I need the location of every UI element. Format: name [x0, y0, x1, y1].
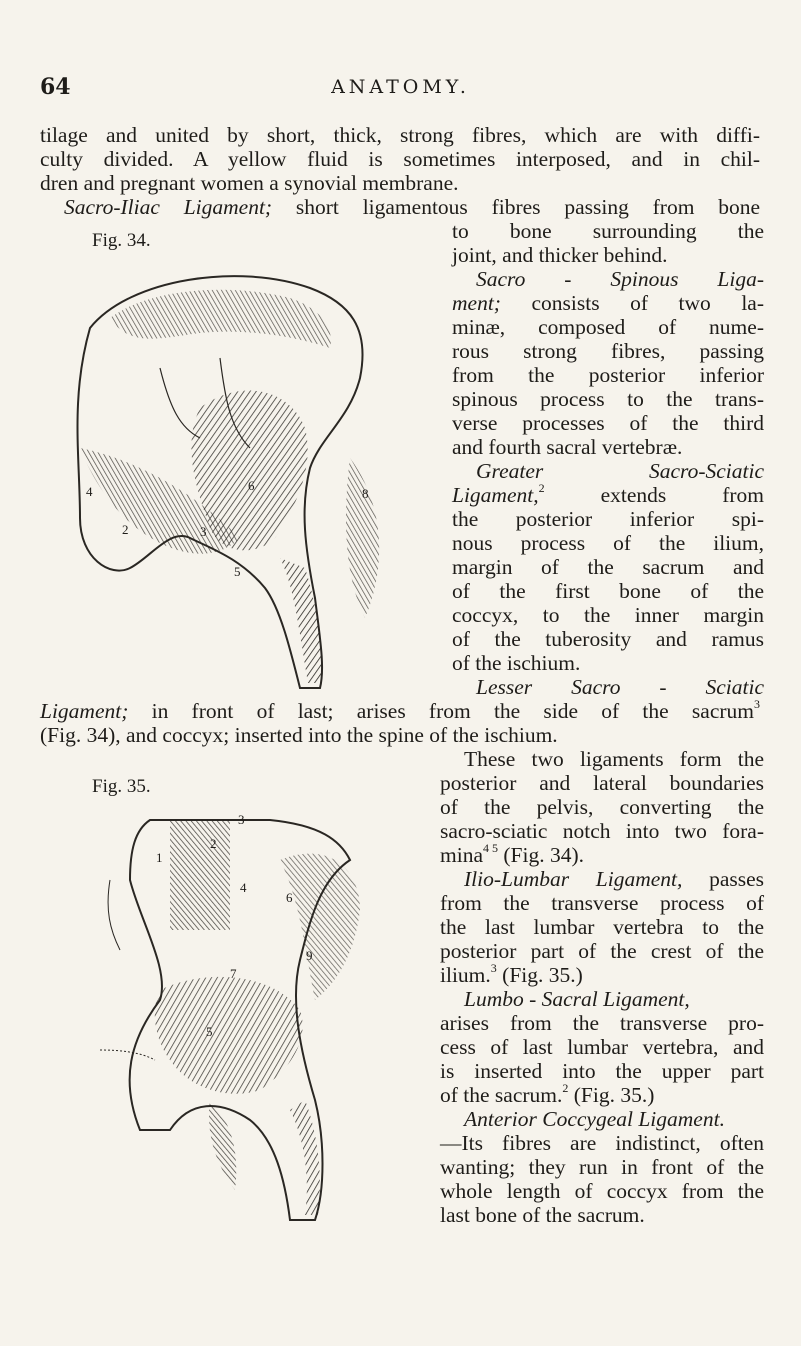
fig-34-caption: Fig. 34.: [92, 230, 151, 251]
text-line: of the sacrum.$^2$ (Fig. 35.): [440, 1080, 655, 1107]
fig-34-label: 5: [234, 564, 241, 579]
text-line: of the pelvis, converting the: [440, 795, 764, 819]
text-line: the last lumbar vertebra to the: [440, 915, 764, 939]
fig-34-label: 4: [86, 484, 93, 499]
fig-35-label: 2: [210, 836, 217, 851]
fig-35-label: 1: [156, 850, 163, 865]
text-line: is inserted into the upper part: [440, 1059, 764, 1083]
text-line: the posterior inferior spi-: [452, 507, 764, 531]
fig-35-label: 6: [286, 890, 293, 905]
sacro-iliac-entry: Sacro-Iliac Ligament; short ligamentous fibres passing from bone: [64, 195, 760, 219]
text-line: cess of last lumbar vertebra, and: [440, 1035, 764, 1059]
fig-34-label: 2: [122, 522, 129, 537]
page-header: [0, 74, 801, 104]
text-line: tilage and united by short, thick, strong fibres, which are with diffi-: [40, 123, 760, 147]
text-line: sacro-sciatic notch into two fora-: [440, 819, 764, 843]
coccyx-hatching: [209, 1100, 236, 1190]
fig-35-label: 9: [306, 948, 313, 963]
ilio-lumbar-entry: Ilio-Lumbar Ligament, passes: [464, 867, 764, 891]
coccyx-shape: [346, 458, 379, 618]
text-line: last bone of the sacrum.: [440, 1203, 645, 1227]
fig-34-label: 6: [248, 478, 255, 493]
fig-34-label: 8: [362, 486, 369, 501]
text-line: from the transverse process of: [440, 891, 764, 915]
text-line: mina$^{4 5}$ (Fig. 34).: [440, 840, 584, 867]
fig-35-illustration: [100, 800, 430, 1230]
text-line: spinous process to the trans-: [452, 387, 764, 411]
text-line: dren and pregnant women a synovial membrane.: [40, 171, 459, 195]
text-line: of the tuberosity and ramus: [452, 627, 764, 651]
text-line: and fourth sacral vertebræ.: [452, 435, 683, 459]
text-line: Ligament; in front of last; arises from the side of the sacrum$^3$: [40, 696, 760, 723]
text-line: joint, and thicker behind.: [452, 243, 668, 267]
ischium-hatching: [290, 1100, 320, 1215]
text-line: posterior part of the crest of the: [440, 939, 764, 963]
text-line: —Its fibres are indistinct, often: [440, 1131, 764, 1155]
text-line: These two ligaments form the: [464, 747, 764, 771]
text-line: posterior and lateral boundaries: [440, 771, 764, 795]
text-line: verse processes of the third: [452, 411, 764, 435]
page-number: 64: [40, 74, 71, 100]
text-line: from the posterior inferior: [452, 363, 764, 387]
text-line: nous process of the ilium,: [452, 531, 764, 555]
term-sacro-iliac: Sacro-Iliac Ligament;: [64, 195, 273, 219]
text-line: culty divided. A yellow fluid is sometimes interposed, and in chil-: [40, 147, 760, 171]
text-line: whole length of coccyx from the: [440, 1179, 764, 1203]
text-line: margin of the sacrum and: [452, 555, 764, 579]
term-greater-sacro-sciatic: Greater Sacro-Sciatic: [476, 459, 764, 483]
text-line: ment; consists of two la-: [452, 291, 764, 315]
term-anterior-coccygeal: Anterior Coccygeal Ligament.: [464, 1107, 725, 1131]
text-line: Ligament,$^2$ extends from: [452, 480, 764, 507]
crest-hatching: [110, 290, 331, 348]
term-sacro-spinous: Sacro - Spinous Liga-: [476, 267, 764, 291]
text-line: arises from the transverse pro-: [440, 1011, 764, 1035]
text-line: rous strong fibres, passing: [452, 339, 764, 363]
text-line: minæ, composed of nume-: [452, 315, 764, 339]
fig-34-illustration: [50, 258, 460, 698]
text-line: (Fig. 34), and coccyx; inserted into the spine of the ischium.: [40, 723, 558, 747]
text-line: of the ischium.: [452, 651, 581, 675]
running-title: ANATOMY.: [331, 76, 470, 98]
text-line: coccyx, to the inner margin: [452, 603, 764, 627]
text-line: ilium.$^3$ (Fig. 35.): [440, 960, 583, 987]
fig-34-label: 3: [200, 524, 207, 539]
sacrum-hatching: [155, 977, 303, 1094]
fig-35-label: 5: [206, 1024, 213, 1039]
term-lumbo-sacral: Lumbo - Sacral Ligament,: [464, 987, 690, 1011]
ischium-hatching: [280, 558, 322, 683]
fig-35-label: 7: [230, 966, 237, 981]
ilium-hatching: [280, 854, 360, 1000]
fig-35-label: 4: [240, 880, 247, 895]
term-lesser-sacro-sciatic: Lesser Sacro - Sciatic: [476, 675, 764, 699]
vertebra-column: [170, 820, 230, 930]
text-line: wanting; they run in front of the: [440, 1155, 764, 1179]
text-line: of the first bone of the: [452, 579, 764, 603]
text-line: to bone surrounding the: [452, 219, 764, 243]
fig-35-label: 3: [238, 812, 245, 827]
fig-35-caption: Fig. 35.: [92, 776, 151, 797]
